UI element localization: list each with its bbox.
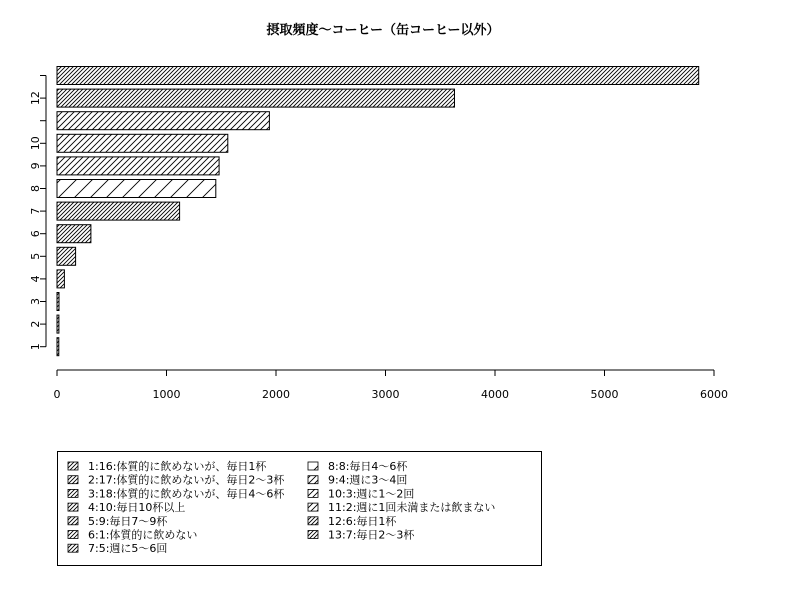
legend-label: 10:3:週に1～2回 xyxy=(328,487,415,501)
x-axis xyxy=(54,370,729,401)
legend-swatch xyxy=(308,462,318,470)
legend-swatch xyxy=(308,476,318,484)
x-tick-label: 0 xyxy=(53,388,61,401)
y-tick-label: 4 xyxy=(29,275,42,283)
legend-swatch xyxy=(308,517,318,525)
legend-swatch xyxy=(308,531,318,539)
bar-8 xyxy=(57,180,216,198)
y-tick-label: 1 xyxy=(29,343,42,351)
legend-label: 9:4:週に3～4回 xyxy=(328,473,408,487)
bar-4 xyxy=(57,270,64,288)
legend xyxy=(58,452,542,566)
bar-3 xyxy=(57,293,59,311)
legend-swatch xyxy=(68,503,78,511)
legend-label: 8:8:毎日4～6杯 xyxy=(328,460,408,473)
x-tick-label: 3000 xyxy=(371,388,400,401)
y-tick-label: 10 xyxy=(29,136,42,151)
legend-swatch xyxy=(308,489,318,497)
y-tick-label: 6 xyxy=(29,230,42,238)
bar-11 xyxy=(57,112,269,130)
legend-label: 4:10:毎日10杯以上 xyxy=(88,501,186,515)
legend-swatch xyxy=(68,476,78,484)
y-axis xyxy=(29,76,46,351)
x-tick-label: 2000 xyxy=(262,388,290,401)
legend-label: 12:6:毎日1杯 xyxy=(328,514,397,528)
legend-label: 11:2:週に1回未満または飲まない xyxy=(328,501,496,515)
legend-label: 1:16:体質的に飲めないが、毎日1杯 xyxy=(88,460,267,473)
y-tick-label: 3 xyxy=(29,298,42,305)
bar-6 xyxy=(57,225,91,243)
bar-2 xyxy=(57,315,59,333)
x-tick-label: 4000 xyxy=(481,388,509,401)
legend-label: 7:5:週に5～6回 xyxy=(88,542,168,556)
legend-swatch xyxy=(68,489,78,497)
legend-swatch xyxy=(68,531,78,539)
y-tick-label: 12 xyxy=(29,91,42,106)
y-tick-label: 2 xyxy=(29,320,42,328)
bar-7 xyxy=(57,202,180,220)
legend-label: 2:17:体質的に飲めないが、毎日2～3杯 xyxy=(88,473,285,487)
y-tick-label: 9 xyxy=(29,162,42,170)
y-tick-label: 7 xyxy=(29,207,42,215)
legend-swatch xyxy=(68,517,78,525)
bar-1 xyxy=(57,338,59,356)
legend-swatch xyxy=(308,503,318,511)
legend-swatch xyxy=(68,544,78,552)
legend-label: 5:9:毎日7～9杯 xyxy=(88,514,168,528)
y-tick-label: 5 xyxy=(29,252,42,260)
legend-label: 6:1:体質的に飲めない xyxy=(88,528,198,542)
legend-swatch xyxy=(68,462,78,470)
legend-label: 3:18:体質的に飲めないが、毎日4～6杯 xyxy=(88,487,285,501)
x-tick-label: 1000 xyxy=(152,388,181,401)
x-tick-label: 5000 xyxy=(590,388,619,401)
bar-9 xyxy=(57,157,219,175)
chart-title: 摂取頻度～コーヒー（缶コーヒー以外） xyxy=(266,23,500,38)
bar-10 xyxy=(57,134,228,152)
bars-group xyxy=(57,67,699,356)
legend-label: 13:7:毎日2～3杯 xyxy=(328,528,415,542)
x-tick-label: 6000 xyxy=(700,388,728,401)
y-tick-label: 8 xyxy=(29,185,42,192)
bar-5 xyxy=(57,247,76,265)
bar-13 xyxy=(57,67,699,85)
bar-12 xyxy=(57,89,455,107)
